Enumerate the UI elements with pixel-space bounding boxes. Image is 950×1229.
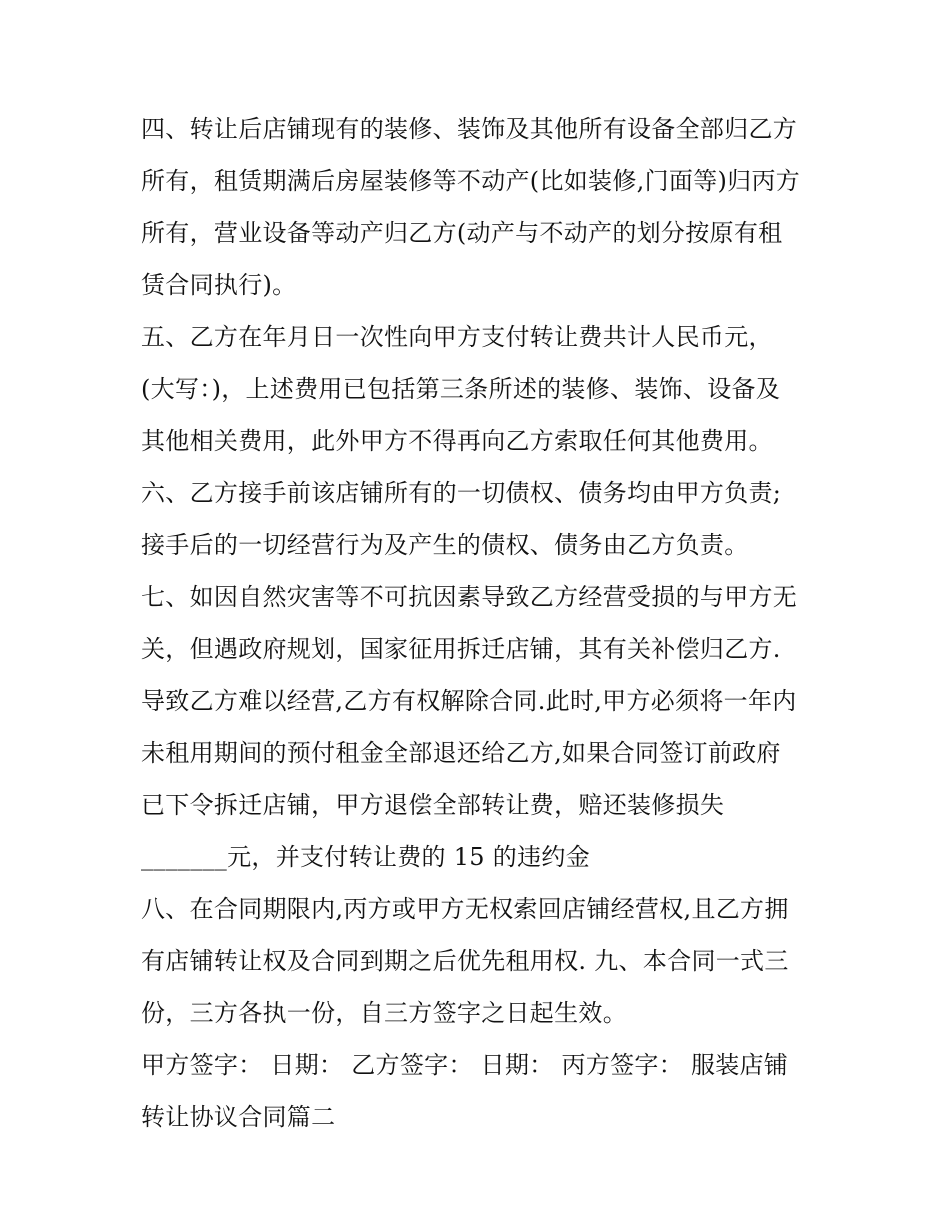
text-line: 七、如因自然灾害等不可抗因素导致乙方经营受损的与甲方无	[141, 583, 798, 611]
text-line: 有店铺转让权及合同到期之后优先租用权. 九、本合同一式三	[141, 947, 789, 975]
text-line: 导致乙方难以经营,乙方有权解除合同.此时,甲方必须将一年内	[141, 687, 797, 715]
text-line: 八、在合同期限内,丙方或甲方无权索回店铺经营权,且乙方拥	[141, 895, 789, 923]
text-line: 六、乙方接手前该店铺所有的一切债权、债务均由甲方负责;	[141, 479, 782, 507]
text-line: 其他相关费用，此外甲方不得再向乙方索取任何其他费用。	[141, 427, 773, 455]
text-line: 所有，租赁期满后房屋装修等不动产(比如装修,门面等)归丙方	[141, 167, 801, 195]
text-line: 接手后的一切经营行为及产生的债权、债务由乙方负责。	[141, 531, 749, 559]
text-line: (大写：)，上述费用已包括第三条所述的装修、装饰、设备及	[141, 375, 781, 403]
text-line: 所有，营业设备等动产归乙方(动产与不动产的划分按原有租	[141, 219, 783, 247]
text-line: 四、转让后店铺现有的装修、装饰及其他所有设备全部归乙方	[141, 115, 798, 143]
text-line: 份，三方各执一份，自三方签字之日起生效。	[141, 999, 627, 1027]
text-line: 赁合同执行)。	[141, 271, 297, 299]
signature-line: 甲方签字： 日期： 乙方签字： 日期： 丙方签字： 服装店铺	[141, 1051, 789, 1079]
text-line: 五、乙方在年月日一次性向甲方支付转让费共计人民币元，	[141, 323, 773, 351]
text-line: 已下令拆迁店铺，甲方退偿全部转让费，赔还装修损失	[141, 791, 725, 819]
text-line: _______元，并支付转让费的 15 的违约金	[141, 843, 590, 871]
document-body	[141, 103, 821, 1143]
text-line: 关，但遇政府规划，国家征用拆迁店铺，其有关补偿归乙方.	[141, 635, 781, 663]
section-heading: 转让协议合同篇二	[141, 1103, 336, 1131]
text-line: 未租用期间的预付租金全部退还给乙方,如果合同签订前政府	[141, 739, 781, 767]
